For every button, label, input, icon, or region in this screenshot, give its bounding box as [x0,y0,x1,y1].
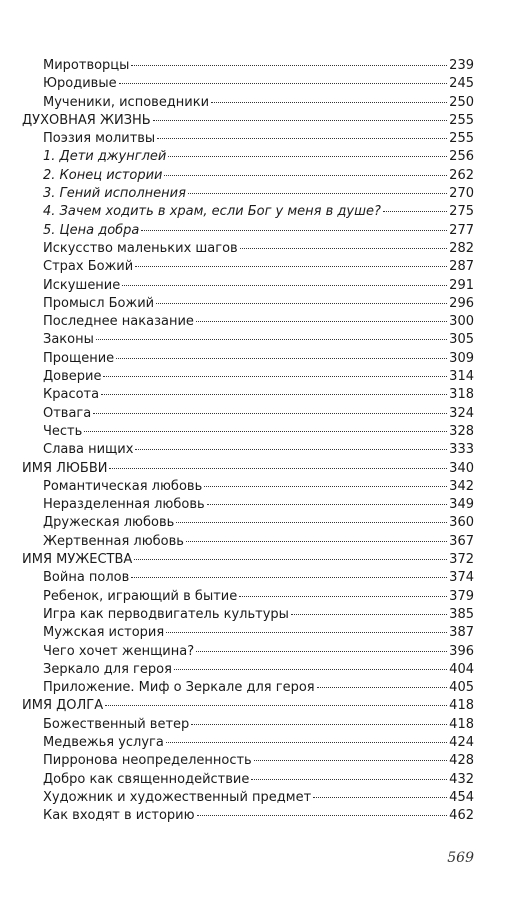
toc-entry-page: 418 [449,698,474,714]
toc-entry-page: 342 [449,478,474,494]
toc-entry-page: 349 [449,497,474,513]
toc-entry-page: 318 [449,387,474,403]
table-of-contents [0,57,525,825]
toc-entry-title: 1. Дети джунглей [43,149,167,165]
toc-entry [0,624,525,642]
toc-entry-page: 324 [449,405,474,421]
toc-entry-page: 374 [449,570,474,586]
toc-entry-page: 405 [449,680,474,696]
dot-leader [164,175,447,176]
dot-leader [317,687,448,688]
toc-entry-page: 404 [449,661,474,677]
dot-leader [105,705,447,706]
toc-entry-page: 372 [449,552,474,568]
toc-entry-title: Искушение [43,277,121,293]
dot-leader [156,303,447,304]
toc-entry [0,716,525,734]
toc-entry-title: 3. Гений исполнения [43,186,186,202]
toc-entry-page: 387 [449,625,474,641]
toc-entry-title: Поэзия молитвы [43,131,156,147]
toc-entry [0,807,525,825]
toc-entry-title: Романтическая любовь [43,478,203,494]
toc-entry-title: Законы [43,332,94,348]
dot-leader [131,65,447,66]
toc-entry-title: Жертвенная любовь [43,533,184,549]
dot-leader [153,120,447,121]
toc-entry-page: 277 [449,222,474,238]
toc-entry [0,277,525,295]
toc-entry-page: 305 [449,332,474,348]
toc-entry [0,679,525,697]
toc-section-heading [0,460,525,478]
toc-entry-title: 2. Конец истории [43,167,163,183]
toc-entry-title: Юродивые [43,76,117,92]
dot-leader [313,797,447,798]
toc-entry [0,185,525,203]
toc-entry-page: 454 [449,789,474,805]
toc-entry [0,441,525,459]
toc-entry [0,478,525,496]
dot-leader [135,266,447,267]
dot-leader [239,596,447,597]
toc-entry [0,94,525,112]
toc-entry-page: 255 [449,112,474,128]
toc-entry [0,752,525,770]
dot-leader [196,321,447,322]
dot-leader [157,138,447,139]
dot-leader [141,230,447,231]
dot-leader [103,376,447,377]
toc-entry-title: ДУХОВНАЯ ЖИЗНЬ [22,112,151,128]
toc-entry-page: 367 [449,533,474,549]
toc-entry [0,734,525,752]
toc-section-heading [0,112,525,130]
toc-entry-page: 360 [449,515,474,531]
dot-leader [101,394,447,395]
dot-leader [188,193,447,194]
toc-entry-title: Честь [43,423,83,439]
toc-entry-page: 282 [449,240,474,256]
toc-entry-title: Искусство маленьких шагов [43,240,238,256]
dot-leader [186,541,447,542]
toc-entry-page: 296 [449,295,474,311]
toc-entry [0,222,525,240]
toc-entry-title: 4. Зачем ходить в храм, если Бог у меня в душе? [43,204,381,220]
toc-entry [0,588,525,606]
dot-leader [134,559,447,560]
toc-entry-title: Чего хочет женщина? [43,643,195,659]
toc-entry-title: ИМЯ ЛЮБВИ [22,460,108,476]
toc-entry-page: 256 [449,149,474,165]
toc-entry-title: Игра как перводвигатель культуры [43,606,289,622]
toc-entry-title: Прощение [43,350,115,366]
toc-entry-title: Ребенок, играющий в бытие [43,588,238,604]
toc-entry [0,405,525,423]
toc-entry-page: 239 [449,58,474,73]
toc-entry [0,789,525,807]
dot-leader [251,779,447,780]
toc-entry-title: Мученики, исповедники [43,94,210,110]
dot-leader [84,431,447,432]
dot-leader [168,156,447,157]
toc-entry [0,148,525,166]
toc-entry [0,496,525,514]
toc-entry [0,423,525,441]
toc-entry [0,771,525,789]
toc-entry [0,514,525,532]
toc-section-heading [0,551,525,569]
toc-entry [0,569,525,587]
toc-entry [0,240,525,258]
toc-entry-title: Слава нищих [43,442,134,458]
toc-entry [0,386,525,404]
dot-leader [174,669,447,670]
dot-leader [240,248,447,249]
toc-entry-page: 291 [449,277,474,293]
dot-leader [96,339,447,340]
toc-entry-title: Добро как священнодействие [43,771,250,787]
dot-leader [166,742,447,743]
toc-entry-title: Мужская история [43,625,165,641]
toc-entry [0,75,525,93]
toc-entry [0,331,525,349]
dot-leader [109,468,447,469]
toc-entry [0,130,525,148]
toc-section-heading [0,697,525,715]
toc-entry-title: Неразделенная любовь [43,497,205,513]
toc-entry-page: 309 [449,350,474,366]
toc-entry-title: Пирронова неопределенность [43,753,252,769]
toc-entry-page: 314 [449,369,474,385]
toc-entry-page: 396 [449,643,474,659]
toc-entry [0,606,525,624]
toc-entry-page: 385 [449,606,474,622]
toc-entry-title: ИМЯ МУЖЕСТВА [22,552,133,568]
dot-leader [116,358,447,359]
toc-entry-page: 262 [449,167,474,183]
dot-leader [204,486,447,487]
toc-entry [0,643,525,661]
toc-entry [0,368,525,386]
dot-leader [291,614,447,615]
dot-leader [135,449,447,450]
toc-entry-title: Художник и художественный предмет [43,789,312,805]
toc-entry-title: Как входят в историю [43,808,195,824]
toc-entry-page: 424 [449,734,474,750]
dot-leader [191,724,447,725]
toc-entry-page: 333 [449,442,474,458]
dot-leader [196,651,447,652]
toc-entry-title: Доверие [43,369,102,385]
toc-entry-title: Божественный ветер [43,716,190,732]
toc-entry-title: Последнее наказание [43,314,194,330]
dot-leader [176,522,447,523]
toc-entry-title: Красота [43,387,100,403]
toc-entry-title: Медвежья услуга [43,734,164,750]
dot-leader [211,102,447,103]
toc-entry [0,57,525,75]
toc-entry-page: 379 [449,588,474,604]
dot-leader [166,632,447,633]
toc-entry-title: ИМЯ ДОЛГА [22,698,104,714]
toc-entry [0,295,525,313]
toc-entry-title: Промысл Божий [43,295,155,311]
toc-entry-page: 300 [449,314,474,330]
toc-entry-page: 250 [449,94,474,110]
toc-entry-title: Миротворцы [43,58,130,73]
toc-entry [0,203,525,221]
toc-entry [0,661,525,679]
toc-entry-title: Отвага [43,405,92,421]
dot-leader [122,285,447,286]
toc-entry-page: 418 [449,716,474,732]
toc-entry-page: 462 [449,808,474,824]
toc-entry-title: Зеркало для героя [43,661,172,677]
toc-entry-page: 432 [449,771,474,787]
dot-leader [207,504,448,505]
toc-entry [0,350,525,368]
page-number: 569 [447,850,474,866]
toc-entry-title: Война полов [43,570,130,586]
toc-entry-page: 275 [449,204,474,220]
dot-leader [93,413,447,414]
toc-entry-page: 287 [449,259,474,275]
toc-entry [0,167,525,185]
toc-entry [0,533,525,551]
toc-entry-page: 340 [449,460,474,476]
dot-leader [131,577,447,578]
dot-leader [254,760,447,761]
toc-entry-page: 245 [449,76,474,92]
toc-entry-title: 5. Цена добра [43,222,140,238]
dot-leader [383,211,447,212]
toc-entry-page: 255 [449,131,474,147]
toc-entry-page: 328 [449,423,474,439]
toc-entry-title: Приложение. Миф о Зеркале для героя [43,680,315,696]
toc-entry-title: Дружеская любовь [43,515,175,531]
dot-leader [119,83,448,84]
toc-entry [0,258,525,276]
toc-entry [0,313,525,331]
toc-entry-page: 270 [449,186,474,202]
toc-entry-page: 428 [449,753,474,769]
toc-entry-title: Страх Божий [43,259,134,275]
dot-leader [197,815,448,816]
